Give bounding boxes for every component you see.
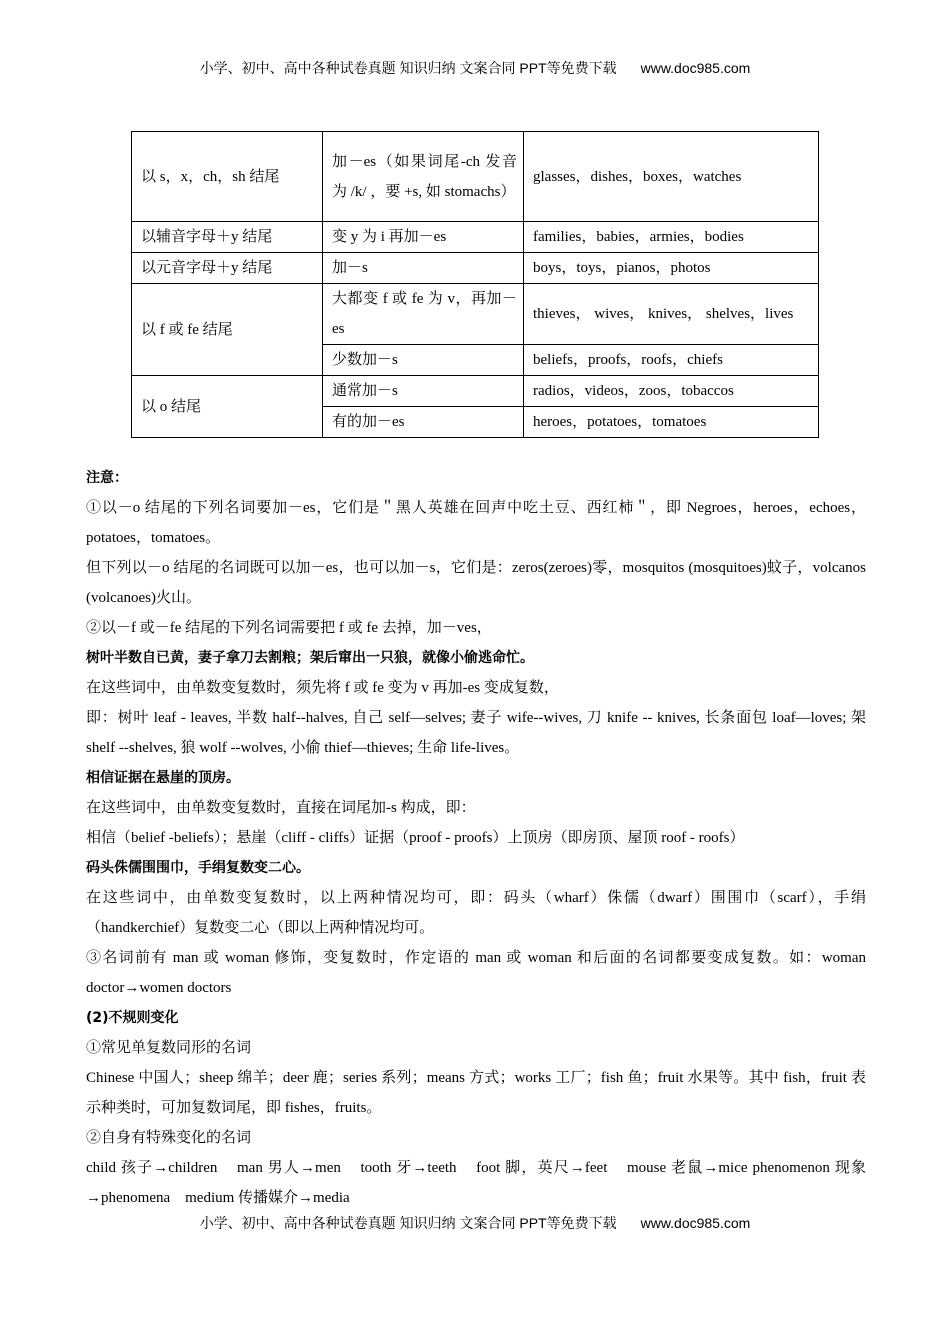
notes-heading: 注意： bbox=[86, 470, 128, 486]
paragraph: 在这些词中，由单数变复数时，须先将 f 或 fe 变为 v 再加-es 变成复数， bbox=[86, 680, 559, 696]
plural-rules-table bbox=[131, 131, 819, 438]
mnemonic: 相信证据在悬崖的顶房。 bbox=[86, 770, 240, 786]
table-cell: families，babies，armies，bodies bbox=[524, 222, 819, 253]
paragraph: 在这些词中，由单数变复数时，以上两种情况均可，即：码头（wharf）侏儒（dwarf）围围巾（scarf），手绢（handkerchief）复数变二心（即以上两种情况均可。 bbox=[86, 890, 866, 936]
table-cell: 大都变 f 或 fe 为 v，再加－es bbox=[323, 284, 524, 345]
table-cell: beliefs，proofs，roofs，chiefs bbox=[524, 345, 819, 376]
paragraph: 但下列以－o 结尾的名词既可以加－es，也可以加－s，它们是：zeros(zeroes)零，mosquitos (mosquitoes)蚊子，volcanos (volcanoes)火山。 bbox=[86, 560, 866, 606]
table-cell: 以 s，x，ch，sh 结尾 bbox=[132, 132, 323, 222]
table-cell: glasses，dishes，boxes，watches bbox=[524, 132, 819, 222]
table-cell: 有的加－es bbox=[323, 407, 524, 438]
paragraph: 即：树叶 leaf - leaves, 半数 half--halves, 自己 self—selves; 妻子 wife--wives, 刀 knife -- knives, 长条面包 loaf—loves; 架 shelf --shelves, 狼 wolf --wolves, 小偷 thief—thieves; 生命 life-lives。 bbox=[86, 710, 866, 756]
table-row bbox=[132, 222, 819, 253]
paragraph: ①以－o 结尾的下列名词要加－es，它们是＂黑人英雄在回声中吃土豆、西红柿＂，即 Negroes，heroes，echoes，potatoes，tomatoes。 bbox=[86, 500, 866, 546]
paragraph: ②以－f 或－fe 结尾的下列名词需要把 f 或 fe 去掉，加－ves， bbox=[86, 620, 492, 636]
table-cell: 少数加－s bbox=[323, 345, 524, 376]
section-heading: (2)不规则变化 bbox=[86, 1010, 179, 1026]
table-row bbox=[132, 132, 819, 222]
table-cell: heroes，potatoes，tomatoes bbox=[524, 407, 819, 438]
table-cell: boys，toys，pianos，photos bbox=[524, 253, 819, 284]
table-cell: 以 o 结尾 bbox=[132, 376, 323, 438]
table-cell: 以辅音字母＋y 结尾 bbox=[132, 222, 323, 253]
paragraph: child 孩子→children man 男人→men tooth 牙→teeth foot 脚，英尺→feet mouse 老鼠→mice phenomenon 现象→phenomena medium 传播媒介→media bbox=[86, 1160, 866, 1206]
paragraph: ①常见单复数同形的名词 bbox=[86, 1040, 252, 1056]
table-cell: 以元音字母＋y 结尾 bbox=[132, 253, 323, 284]
table-cell: 加－es（如果词尾-ch 发音为 /k/ ，要 +s, 如 stomachs） bbox=[323, 132, 524, 222]
page-footer bbox=[0, 1213, 950, 1233]
page-header bbox=[0, 58, 950, 78]
header-text: 小学、初中、高中各种试卷真题 知识归纳 文案合同 PPT等免费下载 bbox=[199, 60, 617, 76]
mnemonic: 树叶半数自已黄，妻子拿刀去割粮；架后窜出一只狼，就像小偷逃命忙。 bbox=[86, 650, 534, 666]
paragraph: 在这些词中，由单数变复数时，直接在词尾加-s 构成，即： bbox=[86, 800, 476, 816]
table-cell: radios，videos，zoos，tobaccos bbox=[524, 376, 819, 407]
table-cell: 通常加－s bbox=[323, 376, 524, 407]
table-cell: 变 y 为 i 再加－es bbox=[323, 222, 524, 253]
table-row bbox=[132, 376, 819, 407]
notes-body bbox=[86, 463, 866, 1213]
table-cell: 以 f 或 fe 结尾 bbox=[132, 284, 323, 376]
paragraph: 相信（belief -beliefs）；悬崖（cliff - cliffs）证据（proof - proofs）上顶房（即房顶、屋顶 roof - roofs） bbox=[86, 830, 745, 846]
table-cell: 加－s bbox=[323, 253, 524, 284]
paragraph: Chinese 中国人；sheep 绵羊；deer 鹿；series 系列；means 方式；works 工厂；fish 鱼；fruit 水果等。其中 fish，fruit 表示种类时，可加复数词尾，即 fishes，fruits。 bbox=[86, 1070, 866, 1116]
table-cell: thieves， wives， knives， shelves，lives bbox=[524, 284, 819, 345]
table-row bbox=[132, 253, 819, 284]
header-url: www.doc985.com bbox=[640, 60, 751, 76]
footer-text: 小学、初中、高中各种试卷真题 知识归纳 文案合同 PPT等免费下载 bbox=[199, 1215, 617, 1231]
paragraph: ②自身有特殊变化的名词 bbox=[86, 1130, 252, 1146]
paragraph: ③名词前有 man 或 woman 修饰，变复数时，作定语的 man 或 woman 和后面的名词都要变成复数。如：woman doctor→women doctors bbox=[86, 950, 866, 996]
mnemonic: 码头侏儒围围巾，手绢复数变二心。 bbox=[86, 860, 310, 876]
table-row bbox=[132, 284, 819, 345]
footer-url: www.doc985.com bbox=[640, 1215, 751, 1231]
